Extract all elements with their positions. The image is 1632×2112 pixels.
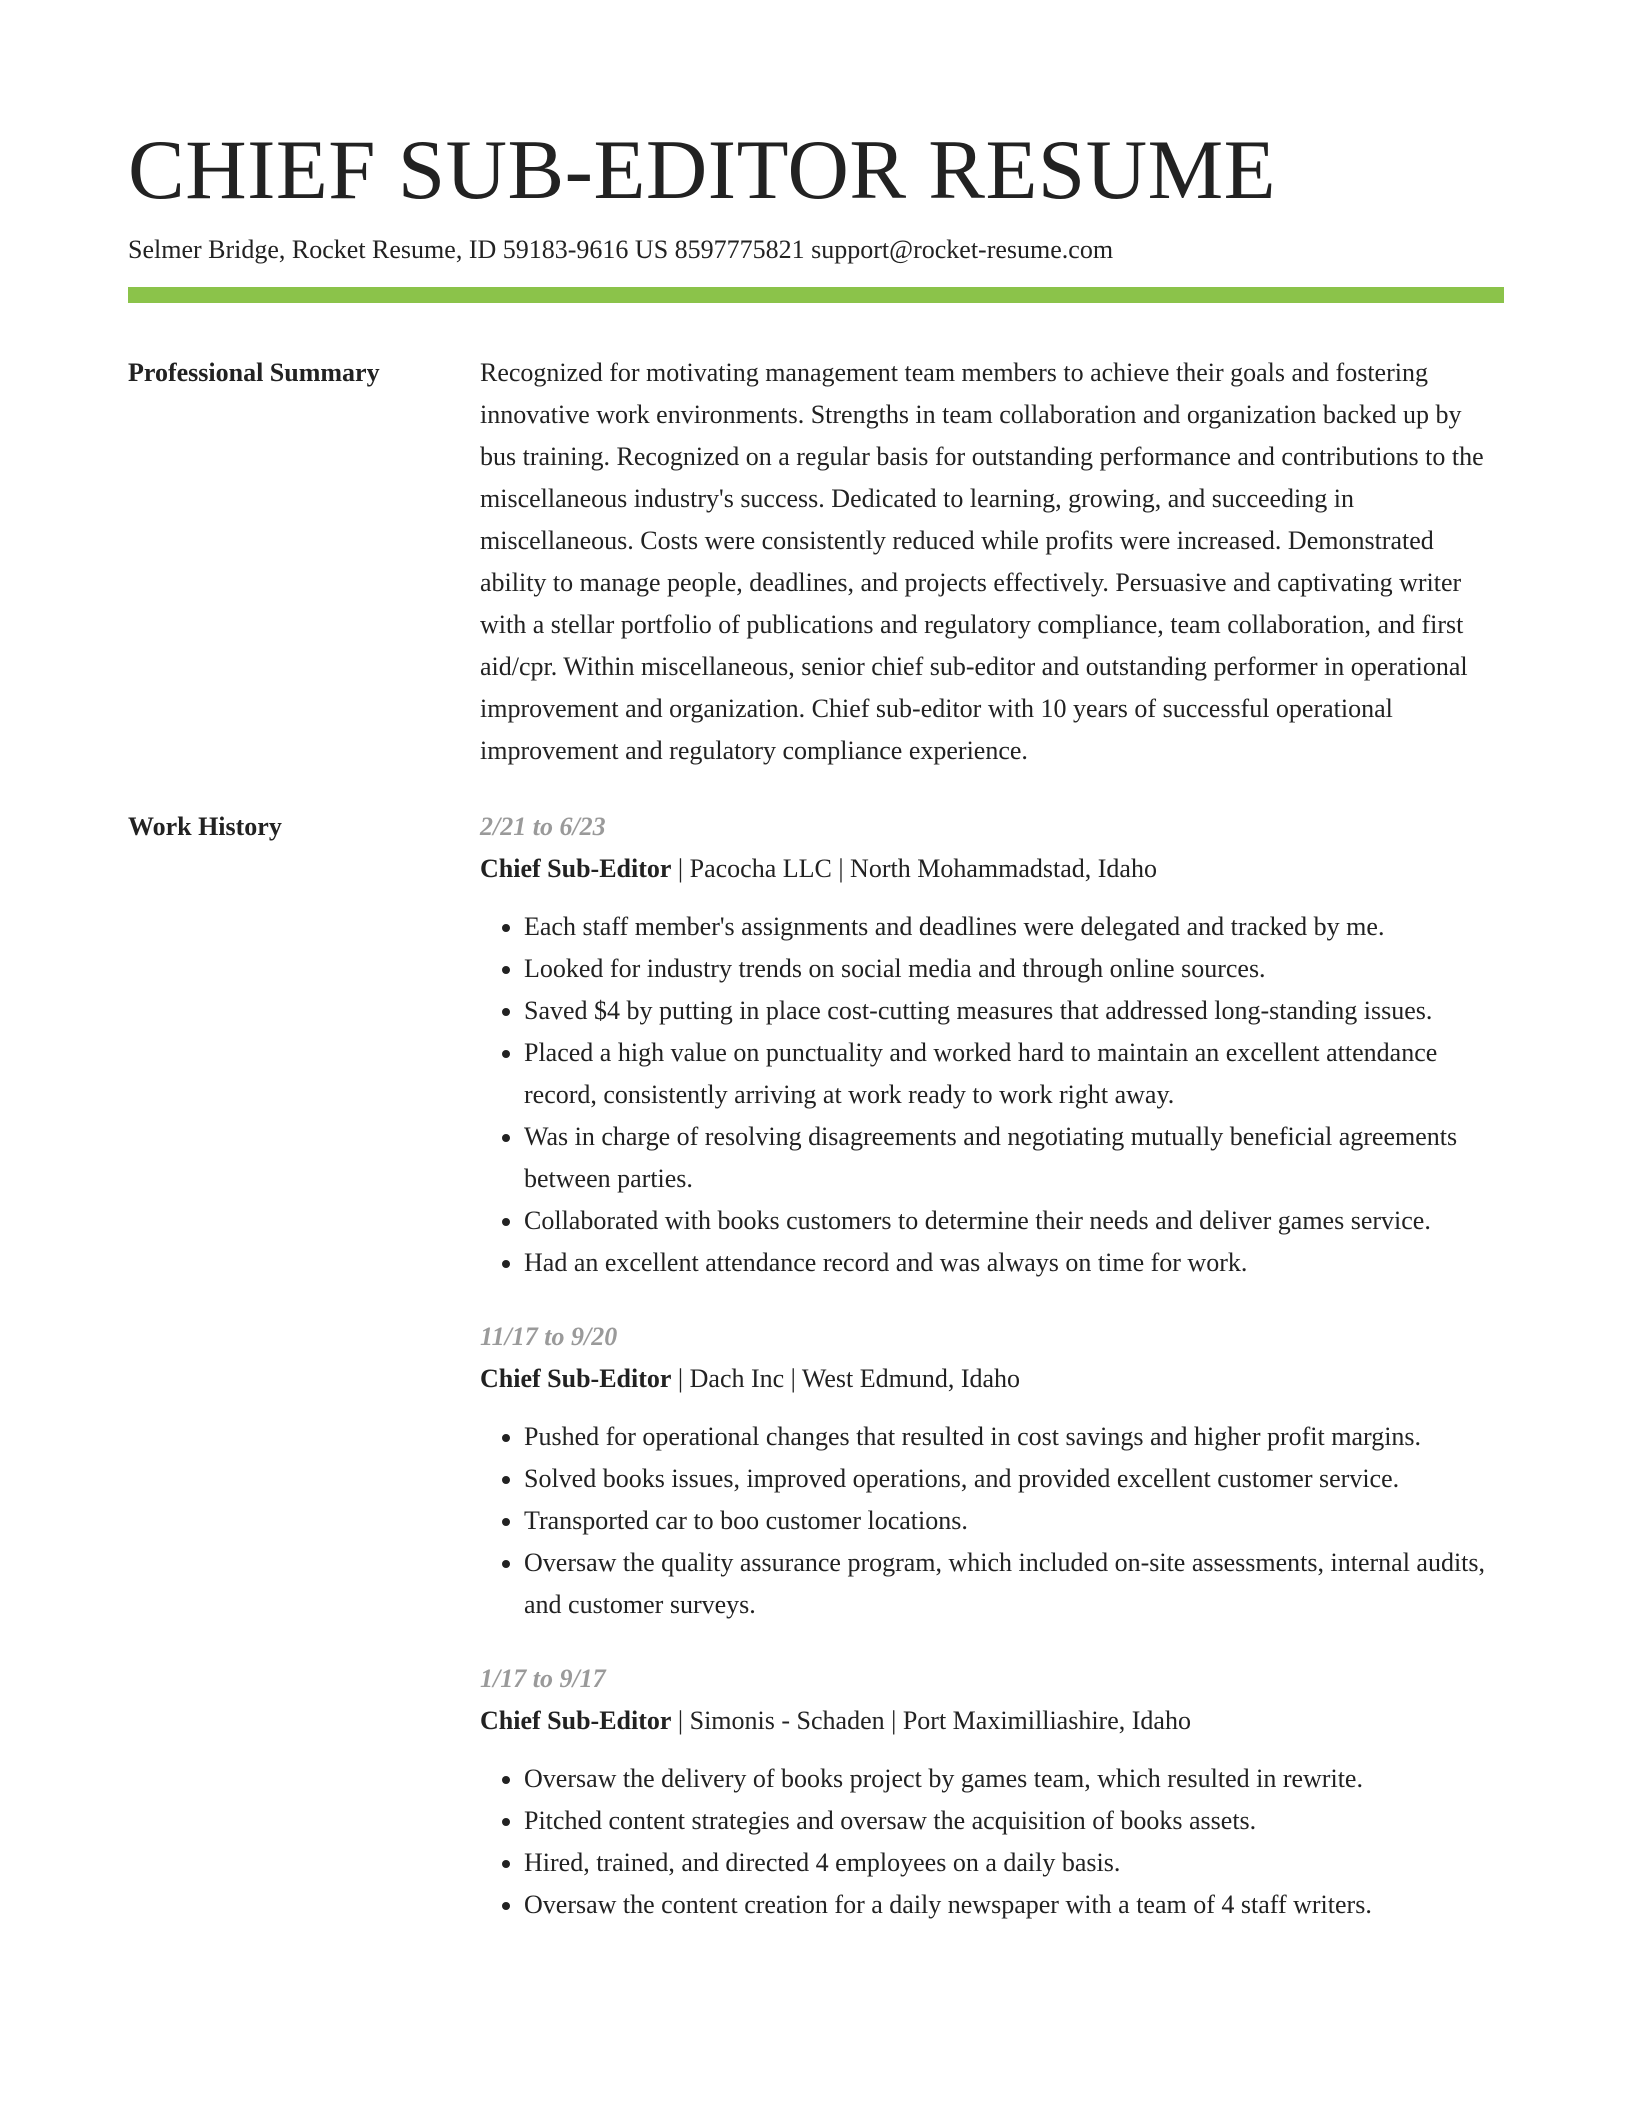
section-label-summary: Professional Summary — [128, 358, 380, 387]
job-bullets — [480, 906, 1504, 1284]
list-item: • Saved $4 by putting in place cost-cutting measures that addressed long-standing issues. — [524, 990, 1504, 1032]
list-item: • Was in charge of resolving disagreements and negotiating mutually beneficial agreements between parties. — [524, 1116, 1504, 1200]
job-entry — [480, 1658, 1504, 1926]
list-item: • Placed a high value on punctuality and worked hard to maintain an excellent attendance record, consistently arriving at work ready to work right away. — [524, 1032, 1504, 1116]
job-bullets — [480, 1416, 1504, 1626]
list-item: • Pitched content strategies and oversaw the acquisition of books assets. — [524, 1800, 1504, 1842]
header-divider — [128, 287, 1504, 303]
job-dates: 11/17 to 9/20 — [480, 1322, 618, 1351]
list-item: • Hired, trained, and directed 4 employees on a daily basis. — [524, 1842, 1504, 1884]
job-title: Chief Sub-Editor — [480, 854, 672, 883]
list-item: • Each staff member's assignments and deadlines were delegated and tracked by me. — [524, 906, 1504, 948]
work-history-section — [128, 806, 1504, 1926]
professional-summary-section — [128, 352, 1504, 772]
job-title: Chief Sub-Editor — [480, 1364, 672, 1393]
list-item: • Collaborated with books customers to determine their needs and deliver games service. — [524, 1200, 1504, 1242]
list-item: • Solved books issues, improved operations, and provided excellent customer service. — [524, 1458, 1504, 1500]
list-item: • Had an excellent attendance record and was always on time for work. — [524, 1242, 1504, 1284]
work-history-body — [480, 806, 1504, 1926]
summary-text: Recognized for motivating management team members to achieve their goals and fostering innovative work environments. Strengths in team collaboration and organization backed up by bus training. Recognized on a regular basis for outstanding performance and contributions to the miscellaneous industry's success. Dedicated to learning, growing, and succeeding in miscellaneous. Costs were consistently reduced while profits were increased. Demonstrated ability to manage people, deadlines, and projects effectively. Persuasive and captivating writer with a stellar portfolio of publications and regulatory compliance, team collaboration, and first aid/cpr. Within miscellaneous, senior chief sub-editor and outstanding performer in operational improvement and organization. Chief sub-editor with 10 years of successful operational improvement and regulatory compliance experience. — [480, 358, 1484, 765]
summary-body — [480, 352, 1504, 772]
job-title-line — [480, 1700, 1504, 1742]
job-details: | Dach Inc | West Edmund, Idaho — [671, 1364, 1021, 1393]
job-dates: 1/17 to 9/17 — [480, 1664, 606, 1693]
job-details: | Pacocha LLC | North Mohammadstad, Idaho — [671, 854, 1157, 883]
section-label-work-history: Work History — [128, 812, 282, 841]
job-entry — [480, 806, 1504, 1284]
resume-page — [128, 118, 1504, 1926]
list-item: • Oversaw the content creation for a daily newspaper with a team of 4 staff writers. — [524, 1884, 1504, 1926]
list-item: • Transported car to boo customer locations. — [524, 1500, 1504, 1542]
list-item: • Looked for industry trends on social media and through online sources. — [524, 948, 1504, 990]
list-item: • Oversaw the quality assurance program, which included on-site assessments, internal audits, and customer surveys. — [524, 1542, 1504, 1626]
job-title-line — [480, 848, 1504, 890]
resume-title: CHIEF SUB-EDITOR RESUME — [128, 123, 1277, 217]
job-entry — [480, 1316, 1504, 1626]
contact-line: Selmer Bridge, Rocket Resume, ID 59183-9616 US 8597775821 support@rocket-resume.com — [128, 235, 1114, 264]
job-title: Chief Sub-Editor — [480, 1706, 672, 1735]
job-title-line — [480, 1358, 1504, 1400]
job-details: | Simonis - Schaden | Port Maximilliashire, Idaho — [671, 1706, 1191, 1735]
job-dates: 2/21 to 6/23 — [480, 812, 606, 841]
list-item: • Oversaw the delivery of books project by games team, which resulted in rewrite. — [524, 1758, 1504, 1800]
job-bullets — [480, 1758, 1504, 1926]
list-item: • Pushed for operational changes that resulted in cost savings and higher profit margins. — [524, 1416, 1504, 1458]
